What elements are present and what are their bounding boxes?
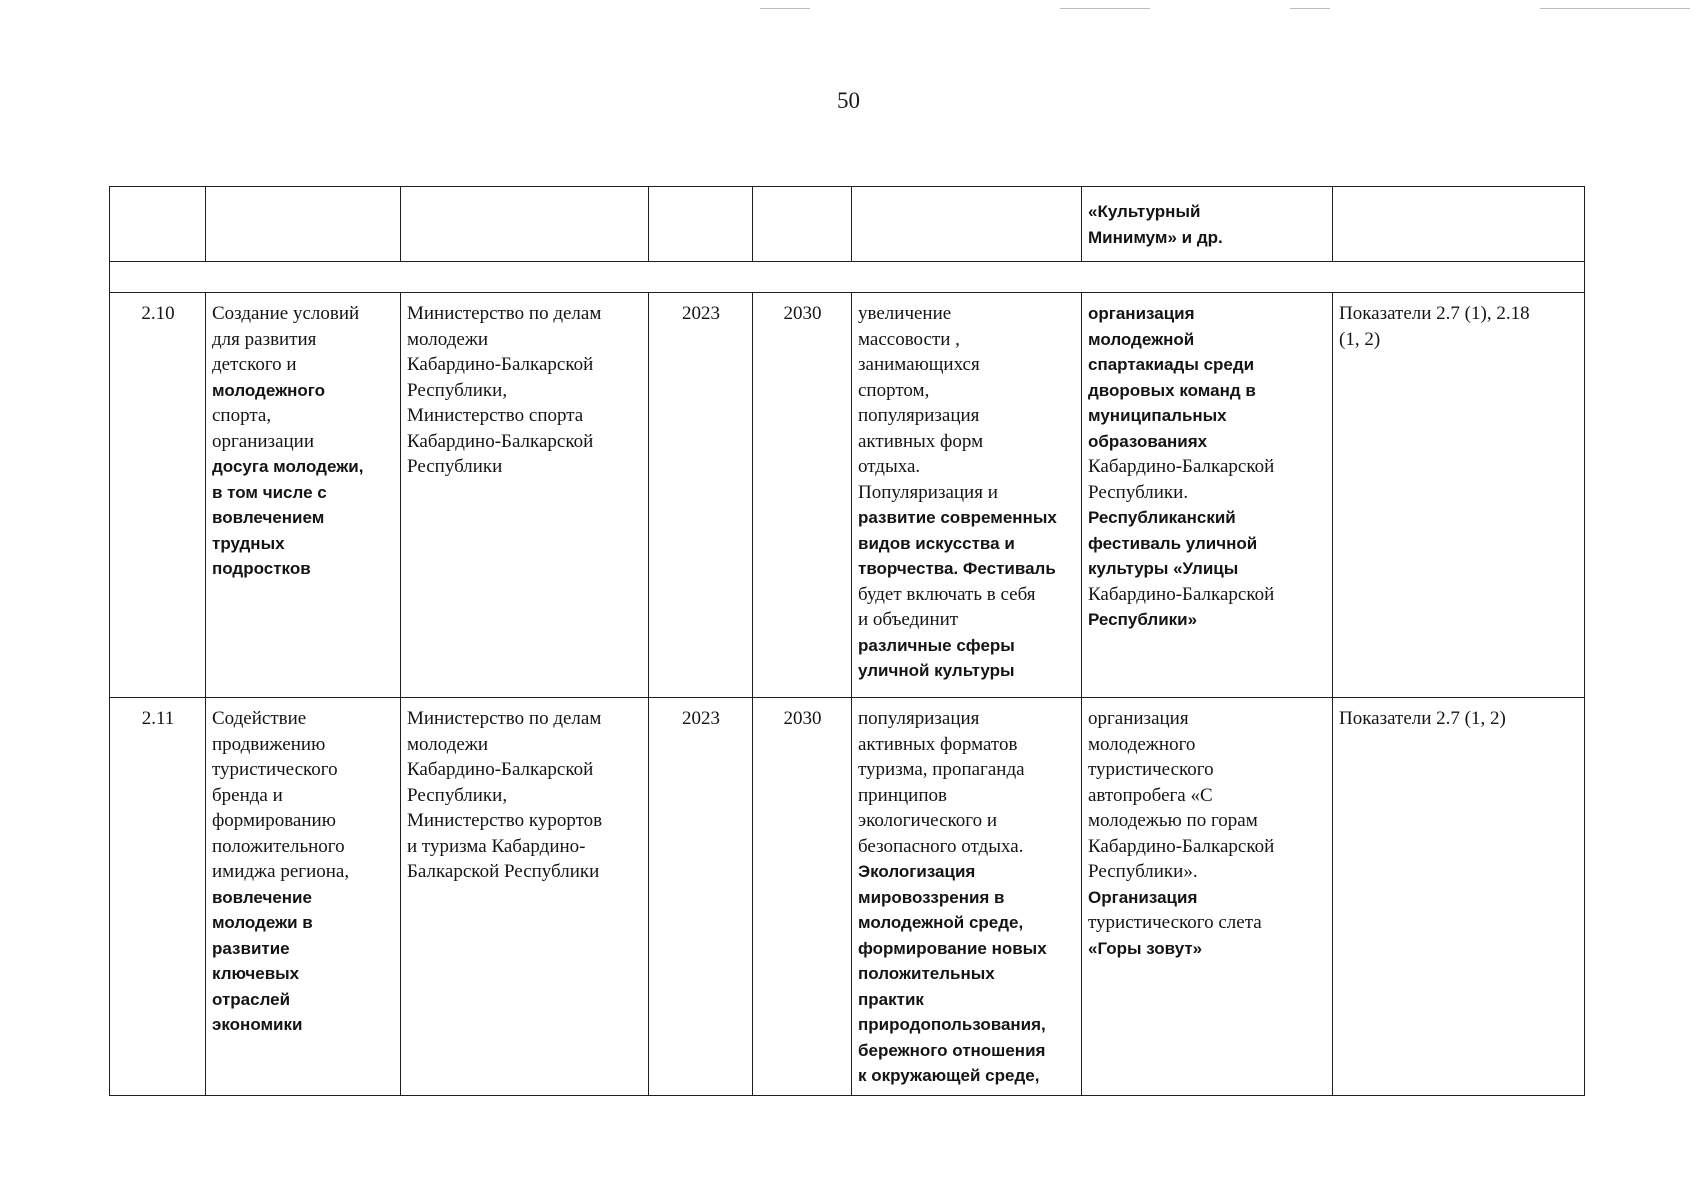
- responsible-line: Министерство курортов: [407, 810, 603, 831]
- result-cell: [852, 187, 1082, 262]
- result-line: природопользования,: [858, 1015, 1046, 1034]
- task-line: детского и: [212, 354, 297, 375]
- event-line: фестиваль уличной: [1088, 533, 1258, 553]
- result-line: практик: [858, 989, 924, 1009]
- task-line: досуга молодежи,: [212, 457, 364, 476]
- responsible-line: Балкарской Республики: [407, 861, 600, 882]
- result-line: популяризация: [858, 708, 980, 729]
- event-line: Кабардино-Балкарской: [1088, 835, 1275, 857]
- event-cell: [1082, 293, 1333, 698]
- event-line: молодежью по горам: [1088, 810, 1258, 831]
- result-line: увеличение: [858, 303, 952, 324]
- result-line: безопасного отдыха.: [858, 835, 1024, 857]
- indicator-cell: [1333, 698, 1585, 1096]
- page-number: 50: [837, 88, 860, 113]
- num-cell: 2.10: [110, 293, 206, 698]
- event-line: Республики.: [1088, 481, 1189, 503]
- responsible-line: и туризма Кабардино-: [407, 835, 586, 857]
- event-line: спартакиады среди: [1088, 355, 1255, 374]
- task-line: экономики: [212, 1015, 303, 1034]
- task-line: молодежи в: [212, 913, 313, 932]
- result-line: творчества. Фестиваль: [858, 559, 1056, 578]
- result-line: уличной культуры: [858, 661, 1015, 680]
- task-line: в том числе с: [212, 482, 327, 502]
- event-line: Кабардино-Балкарской: [1088, 456, 1275, 477]
- event-line: Республиканский: [1088, 508, 1236, 527]
- section-divider-cell: [110, 262, 1585, 293]
- scan-artifact: [760, 8, 810, 9]
- result-line: развитие современных: [858, 508, 1057, 527]
- task-line: бренда и: [212, 784, 283, 806]
- task-line: спорта,: [212, 405, 272, 426]
- event-line: молодежной: [1088, 329, 1195, 349]
- measures-table: [109, 186, 1585, 1096]
- task-line: для развития: [212, 328, 317, 350]
- responsible-cell: [401, 187, 649, 262]
- responsible-line: Республики,: [407, 379, 508, 401]
- result-line: к окружающей среде,: [858, 1066, 1040, 1085]
- responsible-line: молодежи: [407, 733, 489, 755]
- result-line: активных форматов: [858, 733, 1018, 755]
- section-divider-row: [110, 262, 1585, 293]
- event-line: организация: [1088, 304, 1195, 323]
- task-line: ключевых: [212, 964, 300, 983]
- result-line: бережного отношения: [858, 1040, 1046, 1060]
- result-cell: [852, 293, 1082, 698]
- event-cell: [1082, 698, 1333, 1096]
- end-year-cell: 2030: [753, 293, 852, 698]
- result-line: Экологизация: [858, 862, 976, 881]
- start-year-cell: [649, 187, 753, 262]
- event-line: Минимум» и др.: [1088, 227, 1223, 247]
- task-line: отраслей: [212, 989, 291, 1009]
- responsible-cell: [401, 293, 649, 698]
- result-line: различные сферы: [858, 635, 1015, 655]
- event-line: культуры «Улицы: [1088, 559, 1239, 578]
- result-line: молодежной среде,: [858, 913, 1024, 932]
- task-line: вовлечением: [212, 508, 325, 527]
- indicator-line: Показатели 2.7 (1, 2): [1339, 708, 1506, 729]
- responsible-line: Министерство по делам: [407, 708, 602, 729]
- task-line: подростков: [212, 559, 311, 578]
- result-line: спортом,: [858, 379, 930, 401]
- task-line: организации: [212, 430, 315, 452]
- task-line: положительного: [212, 835, 345, 857]
- end-year-cell: 2030: [753, 698, 852, 1096]
- responsible-line: Кабардино-Балкарской: [407, 759, 594, 780]
- event-line: образованиях: [1088, 431, 1208, 451]
- result-line: принципов: [858, 784, 947, 806]
- responsible-line: Республики,: [407, 784, 508, 806]
- result-line: популяризация: [858, 405, 980, 426]
- event-line: туристического слета: [1088, 912, 1262, 933]
- scan-artifact: [1290, 8, 1330, 9]
- task-line: туристического: [212, 759, 338, 780]
- result-line: положительных: [858, 964, 995, 983]
- event-line: «Горы зовут»: [1088, 938, 1203, 958]
- result-line: отдыха.: [858, 456, 921, 477]
- task-line: имиджа региона,: [212, 861, 350, 882]
- task-line: развитие: [212, 938, 290, 958]
- task-cell: [206, 293, 401, 698]
- result-line: массовости ,: [858, 328, 960, 350]
- task-line: Создание условий: [212, 303, 360, 324]
- scan-artifact: [1060, 8, 1150, 9]
- event-line: автопробега «С: [1088, 784, 1213, 806]
- event-line: Республики»: [1088, 610, 1198, 629]
- event-line: Кабардино-Балкарской: [1088, 583, 1275, 605]
- event-line: Республики».: [1088, 861, 1198, 882]
- scan-artifact: [1540, 8, 1690, 9]
- table-row: [110, 293, 1585, 698]
- result-line: занимающихся: [858, 354, 980, 375]
- responsible-line: Министерство по делам: [407, 303, 602, 324]
- start-year-cell: 2023: [649, 293, 753, 698]
- indicator-cell: [1333, 293, 1585, 698]
- indicator-line: Показатели 2.7 (1), 2.18: [1339, 303, 1530, 324]
- indicator-line: (1, 2): [1339, 328, 1381, 350]
- table-row: [110, 698, 1585, 1096]
- responsible-cell: [401, 698, 649, 1096]
- event-line: дворовых команд в: [1088, 380, 1256, 400]
- task-cell: [206, 187, 401, 262]
- event-line: «Культурный: [1088, 202, 1201, 221]
- result-line: Популяризация и: [858, 481, 998, 503]
- task-line: формированию: [212, 810, 336, 831]
- event-line: туристического: [1088, 759, 1214, 780]
- num-cell: [110, 187, 206, 262]
- responsible-line: Кабардино-Балкарской: [407, 354, 594, 375]
- result-line: мировоззрения в: [858, 887, 1005, 907]
- event-line: молодежного: [1088, 733, 1196, 755]
- start-year-cell: 2023: [649, 698, 753, 1096]
- result-cell: [852, 698, 1082, 1096]
- result-line: туризма, пропаганда: [858, 759, 1025, 780]
- responsible-line: Кабардино-Балкарской: [407, 430, 594, 452]
- event-line: Организация: [1088, 887, 1198, 907]
- task-line: вовлечение: [212, 887, 312, 907]
- responsible-line: Республики: [407, 456, 503, 477]
- end-year-cell: [753, 187, 852, 262]
- task-line: молодежного: [212, 380, 326, 400]
- responsible-line: молодежи: [407, 328, 489, 350]
- task-line: Содействие: [212, 708, 307, 729]
- indicator-cell: [1333, 187, 1585, 262]
- result-line: будет включать в себя: [858, 583, 1036, 605]
- continuation-row: [110, 187, 1585, 262]
- result-line: видов искусства и: [858, 533, 1015, 553]
- event-cell: [1082, 187, 1333, 262]
- task-line: трудных: [212, 533, 285, 553]
- result-line: формирование новых: [858, 938, 1047, 958]
- result-line: активных форм: [858, 430, 984, 452]
- event-line: муниципальных: [1088, 406, 1227, 425]
- responsible-line: Министерство спорта: [407, 405, 584, 426]
- task-line: продвижению: [212, 733, 326, 755]
- num-cell: 2.11: [110, 698, 206, 1096]
- event-line: организация: [1088, 708, 1189, 729]
- result-line: и объединит: [858, 609, 959, 630]
- task-cell: [206, 698, 401, 1096]
- result-line: экологического и: [858, 810, 998, 831]
